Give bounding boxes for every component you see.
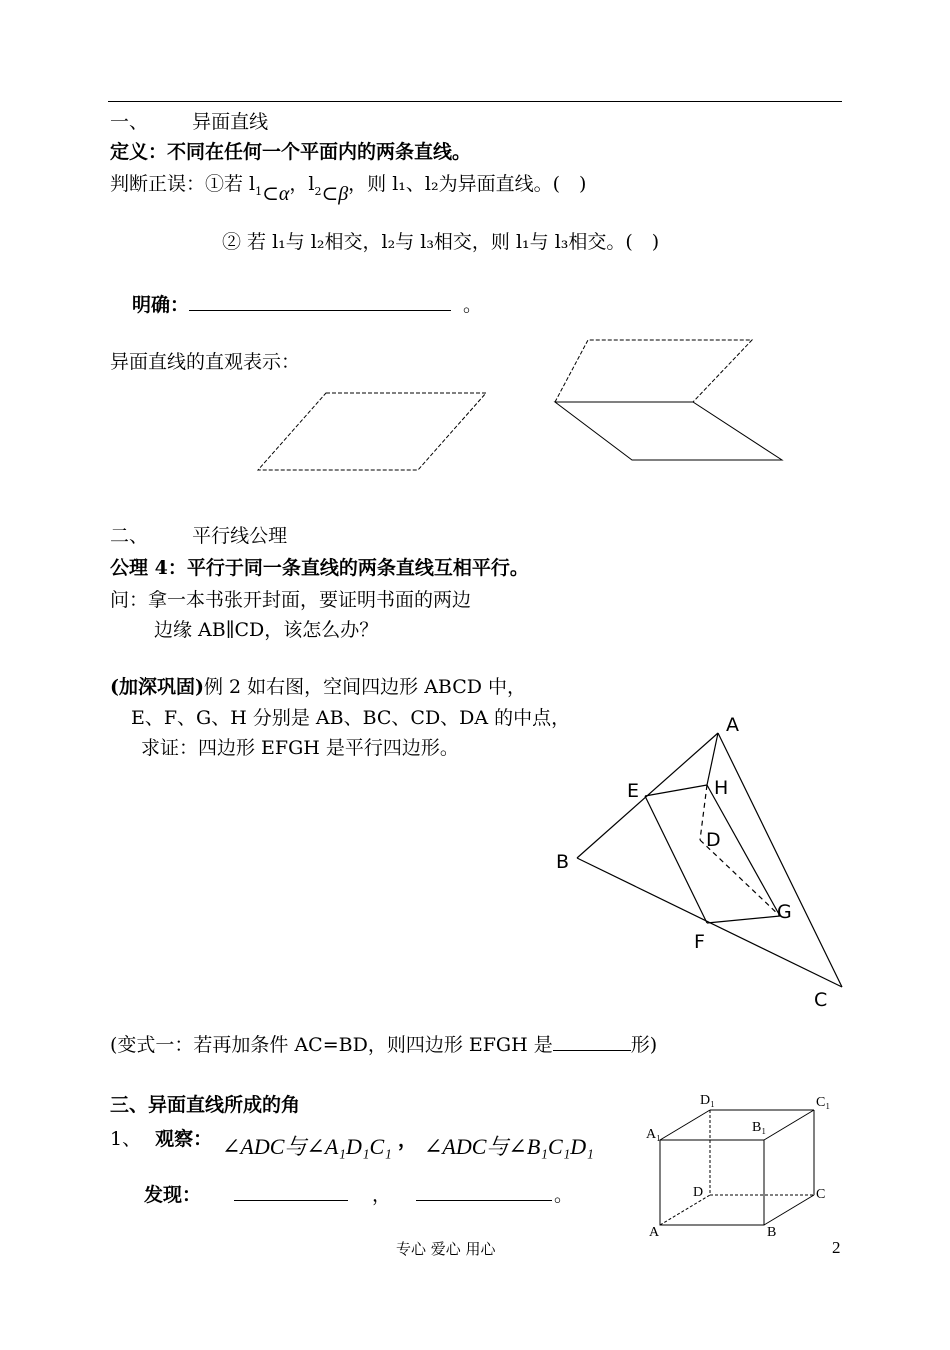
- judge-subset-alpha: ⊂α: [262, 183, 290, 205]
- judge-l1-sub: 1: [255, 184, 263, 198]
- judge-l2: l: [308, 173, 315, 195]
- quad-label-e: E: [627, 780, 640, 802]
- observe-sep: ，: [398, 1129, 418, 1151]
- single-plane-figure: [258, 393, 486, 470]
- question-line-1: 问：拿一本书张开封面，要证明书面的两边: [110, 589, 472, 611]
- judge-question-2: ② 若 l₁与 l₂相交，l₂与 l₃相交，则 l₁与 l₃相交。( ): [222, 231, 660, 253]
- quad-label-b: B: [556, 851, 570, 873]
- section3-heading: 三、异面直线所成的角: [110, 1094, 301, 1116]
- find-end: 。: [554, 1184, 574, 1206]
- cube-label-d1: D₁: [700, 1093, 715, 1108]
- cube-label-b: B: [767, 1225, 777, 1240]
- quad-label-a: A: [726, 714, 739, 736]
- quad-label-h: H: [714, 777, 729, 799]
- variant-suffix: 形): [630, 1034, 658, 1056]
- find-label: 发现：: [144, 1184, 202, 1206]
- quad-label-c: C: [814, 989, 828, 1011]
- observe-expr-2: ∠ADC与∠B₁C₁D₁: [424, 1134, 594, 1159]
- example-line-2: E、F、G、H 分别是 AB、BC、CD、DA 的中点，: [131, 707, 571, 729]
- section2-number: 二、: [110, 525, 149, 547]
- cube-label-d: D: [693, 1185, 704, 1200]
- judge-suffix: ，则 l₁、l₂为异面直线。( ): [348, 173, 587, 195]
- cube-label-b1: B₁: [752, 1120, 767, 1135]
- cube-label-c1: C₁: [816, 1095, 831, 1110]
- clarify-end: 。: [463, 294, 483, 316]
- find-comma: ，: [372, 1184, 392, 1206]
- cube-label-a: A: [649, 1225, 660, 1240]
- variant-prefix: (变式一：若再加条件 AC=BD，则四边形 EFGH 是: [110, 1034, 553, 1056]
- observe-label: 观察：: [155, 1128, 213, 1150]
- example-tag: (加深巩固): [110, 676, 204, 698]
- definition-text: 定义：不同在任何一个平面内的两条直线。: [110, 141, 472, 163]
- judge-l2-sub: 2: [314, 184, 322, 198]
- observe-expr-1: ∠ADC与∠A₁D₁C₁: [222, 1134, 392, 1159]
- cube-label-c: C: [816, 1187, 826, 1202]
- section1-number: 一、: [110, 111, 149, 133]
- section2-title: 平行线公理: [192, 525, 288, 547]
- two-planes-figure: [555, 340, 782, 460]
- cube-label-a1: A₁: [646, 1127, 661, 1142]
- judge-subset-beta: ⊂β: [321, 183, 349, 205]
- item-number: 1、: [110, 1128, 142, 1150]
- cube-figure: [660, 1110, 814, 1225]
- judge-l1: l: [249, 173, 256, 195]
- question-line-2: 边缘 AB∥CD，该怎么办？: [154, 619, 379, 641]
- visual-caption: 异面直线的直观表示：: [110, 351, 301, 373]
- clarify-label: 明确：: [132, 294, 190, 316]
- example-text-1: 例 2 如右图，空间四边形 ABCD 中，: [203, 676, 527, 698]
- page-number: 2: [832, 1238, 841, 1257]
- quad-label-g: G: [777, 901, 792, 923]
- axiom-text: 公理 4：平行于同一条直线的两条直线互相平行。: [110, 557, 529, 579]
- judge-comma: ，: [289, 173, 309, 195]
- quad-label-f: F: [694, 931, 705, 953]
- quad-label-d: D: [706, 829, 721, 851]
- quadrilateral-figure: [577, 733, 842, 987]
- section1-title: 异面直线: [192, 111, 269, 133]
- footer-motto: 专心 爱心 用心: [396, 1240, 496, 1258]
- example-line-3: 求证：四边形 EFGH 是平行四边形。: [141, 737, 459, 759]
- judge-prefix: 判断正误：①若: [110, 173, 244, 195]
